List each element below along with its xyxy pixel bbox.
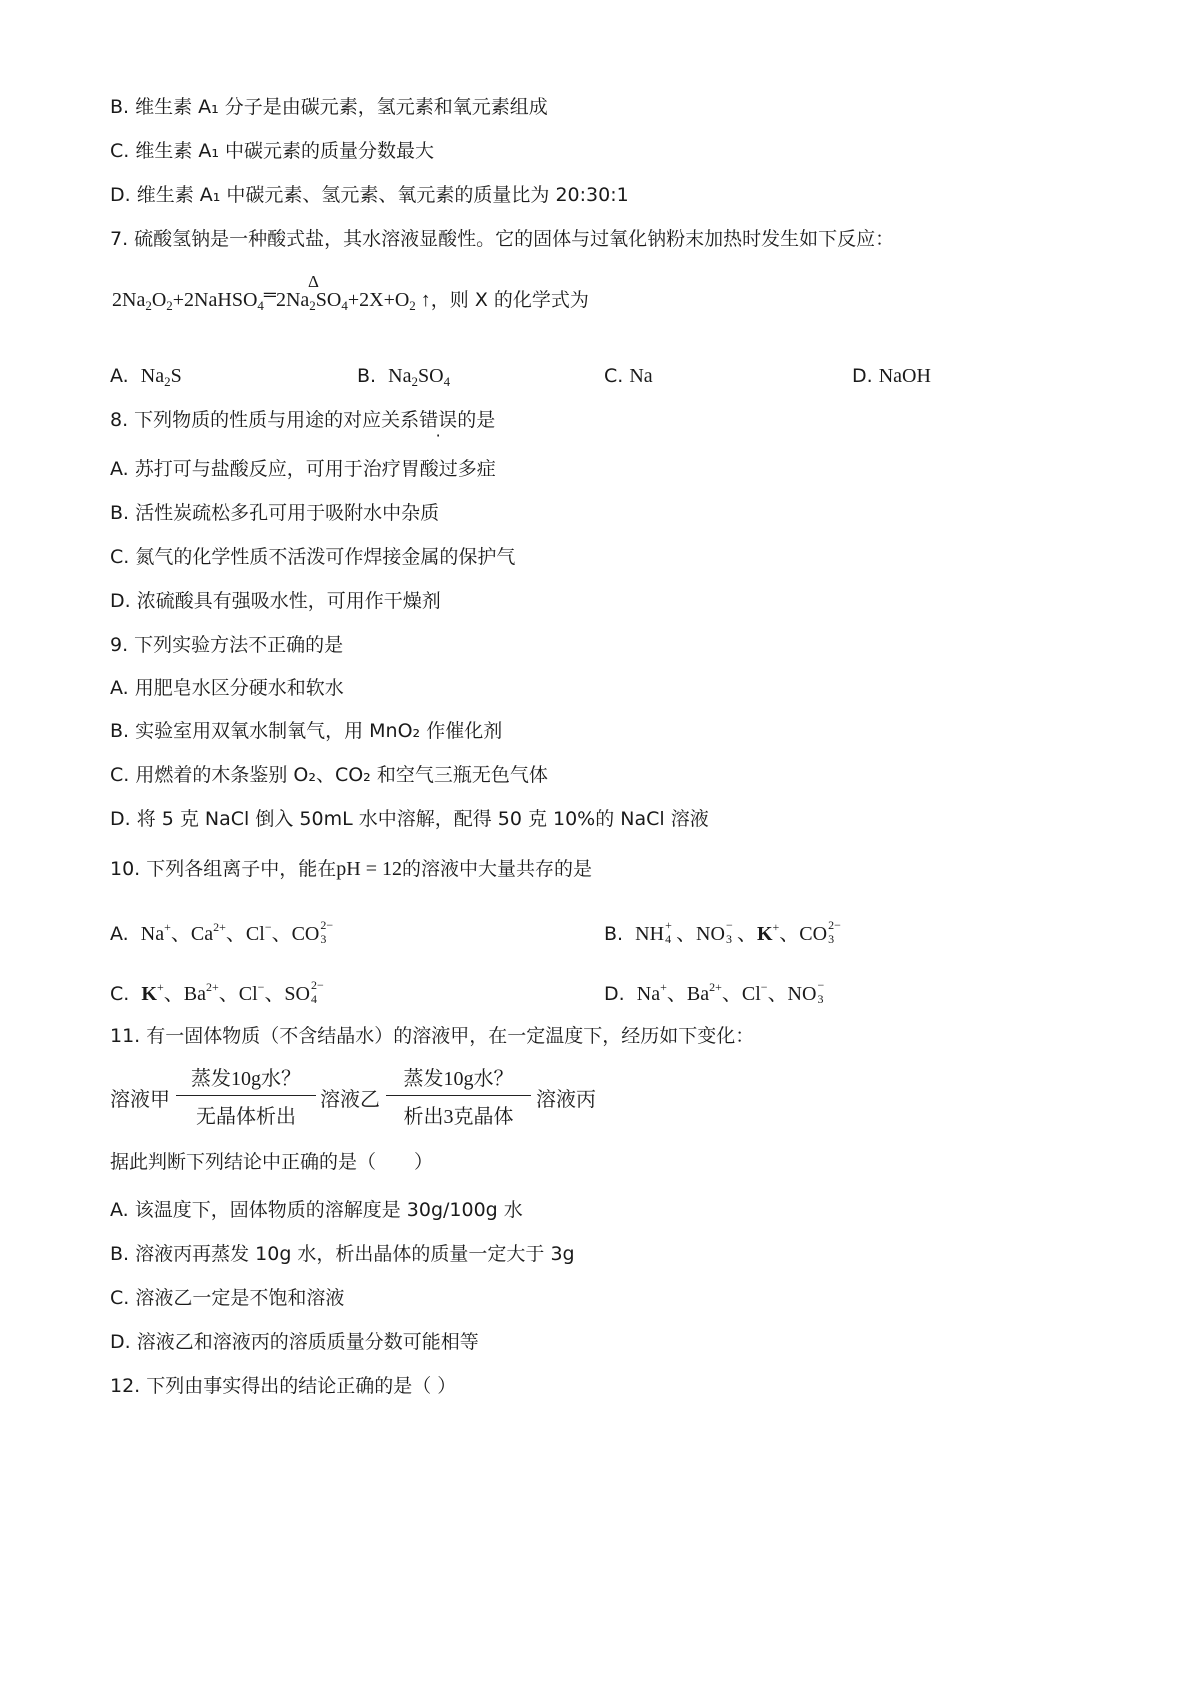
step2-arrow (386, 1062, 531, 1129)
q9-option-a: A. 用肥皂水区分硬水和软水 (110, 677, 344, 699)
q9-option-d: D. 将 5 克 NaCl 倒入 50mL 水中溶解，配得 50 克 10%的 NaCl 溶液 (110, 808, 709, 830)
emphasis-mark: 错误 (419, 409, 458, 431)
q10-option-c: C. K+、$Ba^{2+}$、Cl−、SO 2− 4 (110, 978, 324, 1006)
q12-stem: 12. 下列由事实得出的结论正确的是（ ） (110, 1375, 457, 1397)
q6-option-d: D. 维生素 A₁ 中碳元素、氢元素、氧元素的质量比为 20:30:1 (110, 184, 629, 206)
q11-option-b: B. 溶液丙再蒸发 10g 水，析出晶体的质量一定大于 3g (110, 1243, 575, 1265)
step1-result: 无晶体析出 (196, 1106, 296, 1128)
solution-bing: 溶液丙 (536, 1089, 596, 1111)
q10-stem: 10. 下列各组离子中，能在pH = 12的溶液中大量共存的是 (110, 858, 593, 880)
step1-arrow (176, 1062, 316, 1129)
step2-result: 析出3克晶体 (403, 1106, 514, 1128)
q9-stem: 9. 下列实验方法不正确的是 (110, 634, 344, 656)
q7-option-b: B. $Na_2SO_4$ (357, 365, 451, 389)
q7-equation-suffix: ，则 X 的化学式为 (430, 289, 589, 311)
q11-stem: 11. 有一固体物质（不含结晶水）的溶液甲，在一定温度下，经历如下变化： (110, 1025, 755, 1047)
q8-option-a: A. 苏打可与盐酸反应，可用于治疗胃酸过多症 (110, 458, 496, 480)
q8-option-b: B. 活性炭疏松多孔可用于吸附水中杂质 (110, 502, 440, 524)
q11-prompt: 据此判断下列结论中正确的是（ ） (110, 1151, 434, 1173)
q7-option-c: C. Na (604, 365, 653, 387)
q9-option-b: B. 实验室用双氧水制氧气，用 MnO₂ 作催化剂 (110, 720, 503, 742)
q11-option-a: A. 该温度下，固体物质的溶解度是 30g/100g 水 (110, 1199, 523, 1221)
q6-option-b: B. 维生素 A₁ 分子是由碳元素，氢元素和氧元素组成 (110, 96, 548, 118)
q7-equation: $2Na_2O_2+2NaHSO_4^═2Na_2SO_4+2X+O_2$ ↑，则 X 的化学式为 (112, 285, 589, 313)
q7-stem: 7. 硫酸氢钠是一种酸式盐，其水溶液显酸性。它的固体与过氧化钠粉末加热时发生如下反应： (110, 228, 895, 250)
q8-stem: 8. 下列物质的性质与用途的对应关系错误的是 (110, 409, 496, 431)
heating-delta: Δ (308, 272, 319, 291)
q10-option-b: B. NH + 4 、NO − 3 、K+、CO 2− 3 (604, 918, 841, 946)
q10-option-d: D. Na+、$Ba^{2+}$、Cl−、NO − 3 (604, 978, 825, 1006)
step1-condition: 蒸发10g水？ (191, 1068, 301, 1090)
solution-yi: 溶液乙 (320, 1089, 380, 1111)
q8-option-d: D. 浓硫酸具有强吸水性，可用作干燥剂 (110, 590, 441, 612)
q9-option-c: C. 用燃着的木条鉴别 O₂、CO₂ 和空气三瓶无色气体 (110, 764, 548, 786)
q6-option-c: C. 维生素 A₁ 中碳元素的质量分数最大 (110, 140, 435, 162)
q11-option-c: C. 溶液乙一定是不饱和溶液 (110, 1287, 345, 1309)
q8-option-c: C. 氮气的化学性质不活泼可作焊接金属的保护气 (110, 546, 516, 568)
q11-option-d: D. 溶液乙和溶液丙的溶质质量分数可能相等 (110, 1331, 479, 1353)
solution-jia: 溶液甲 (110, 1089, 170, 1111)
step2-condition: 蒸发10g水？ (403, 1068, 514, 1090)
q7-option-a: A. $Na_2S$ (110, 365, 182, 389)
q10-option-a: A. Na+、$Ca^{2+}$、Cl−、CO 2− 3 (110, 918, 334, 946)
q7-option-d: D. NaOH (852, 365, 931, 387)
